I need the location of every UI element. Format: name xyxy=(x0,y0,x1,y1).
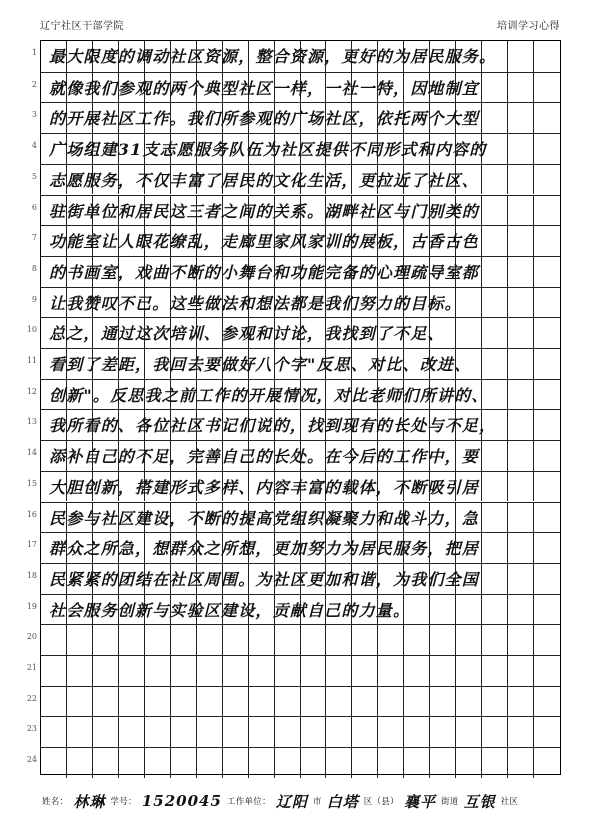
line-number: 18 xyxy=(26,570,37,580)
work-unit-label: 工作单位： xyxy=(226,797,271,807)
college-name: 辽宁社区干部学院 xyxy=(40,20,124,32)
essay-row xyxy=(26,594,560,625)
line-number: 7 xyxy=(31,233,37,243)
student-id-label: 学号： xyxy=(110,797,137,807)
handwritten-line: 就像我们参观的两个典型社区一样，一社一特，因地制宜 xyxy=(49,78,480,98)
student-id: 1520045 xyxy=(141,792,222,810)
line-number: 24 xyxy=(26,755,37,765)
line-number: 20 xyxy=(26,632,37,642)
essay-row xyxy=(31,256,560,287)
essay-row xyxy=(31,72,560,103)
handwritten-line: 的开展社区工作。我们所参观的广场社区，依托两个大型 xyxy=(49,109,480,129)
handwritten-line: 看到了差距，我回去要做好八个字"反思、对比、改进、 xyxy=(49,355,472,374)
handwritten-line: 民紧紧的团结在社区周围。为社区更加和谐，为我们全国 xyxy=(49,569,480,589)
line-number: 22 xyxy=(26,693,37,703)
essay-row xyxy=(31,133,560,164)
line-number: 15 xyxy=(26,478,37,488)
essay-row xyxy=(26,686,560,717)
handwritten-line xyxy=(49,722,555,744)
handwritten-line: 广场组建31支志愿服务队伍为社区提供不同形式和内容的 xyxy=(49,140,487,160)
handwritten-line: 驻街单位和居民这三者之间的关系。湖畔社区与门别类的 xyxy=(49,201,480,221)
essay-row xyxy=(26,624,560,655)
street-value: 襄平 xyxy=(403,792,436,811)
community-value: 互银 xyxy=(463,792,496,811)
line-number: 1 xyxy=(31,48,37,57)
essay-row xyxy=(26,563,560,594)
line-number: 2 xyxy=(31,79,37,89)
handwritten-line: 让我赞叹不已。这些做法和想法都是我们努力的目标。 xyxy=(49,293,462,313)
essay-row xyxy=(26,532,560,563)
street-suffix: 街道 xyxy=(440,797,459,807)
student-name: 林琳 xyxy=(73,792,106,811)
essay-row xyxy=(26,502,560,533)
document-title: 培训学习心得 xyxy=(497,20,560,32)
handwritten-line: 大胆创新，搭建形式多样、内容丰富的载体，不断吸引居 xyxy=(49,477,480,497)
line-number: 19 xyxy=(26,601,37,611)
line-number: 10 xyxy=(26,325,37,335)
writing-grid xyxy=(26,40,561,775)
signature-footer xyxy=(42,788,558,814)
handwritten-line: 总之，通过这次培训、参观和讨论，我找到了不足、 xyxy=(49,324,445,344)
handwritten-line: 的书画室，戏曲不断的小舞台和功能完备的心理疏导室都 xyxy=(49,262,480,282)
community-suffix: 社区 xyxy=(500,797,519,807)
handwritten-line: 志愿服务，不仅丰富了居民的文化生活，更拉近了社区、 xyxy=(49,170,480,190)
line-number: 11 xyxy=(26,356,37,365)
handwritten-line xyxy=(49,753,555,775)
line-number: 23 xyxy=(26,724,37,734)
page-header xyxy=(40,15,560,33)
handwritten-line: 最大限度的调动社区资源，整合资源，更好的为居民服务。 xyxy=(49,47,497,66)
essay-row xyxy=(26,409,560,440)
line-number: 8 xyxy=(31,263,37,273)
essay-row xyxy=(26,716,560,747)
handwritten-line: 添补自己的不足，完善自己的长处。在今后的工作中，要 xyxy=(49,447,480,467)
line-number: 14 xyxy=(26,448,37,458)
essay-row xyxy=(26,348,560,379)
line-number: 3 xyxy=(31,110,37,120)
line-number: 21 xyxy=(26,663,37,672)
line-number: 12 xyxy=(26,386,37,396)
line-number: 5 xyxy=(31,171,37,181)
line-number: 6 xyxy=(31,202,37,212)
line-number: 16 xyxy=(26,509,37,519)
line-number: 13 xyxy=(26,417,37,427)
handwritten-line: 我所看的、各位社区书记们说的，找到现有的长处与不足， xyxy=(49,416,497,436)
handwritten-line xyxy=(49,630,555,652)
handwritten-line: 社会服务创新与实验区建设，贡献自己的力量。 xyxy=(49,600,411,620)
essay-row xyxy=(31,41,560,72)
line-number: 4 xyxy=(31,141,37,151)
essay-row xyxy=(26,317,560,348)
city-value: 辽阳 xyxy=(275,792,308,811)
essay-row xyxy=(31,164,560,195)
essay-row xyxy=(31,102,560,133)
essay-row xyxy=(31,195,560,226)
essay-row xyxy=(26,440,560,471)
city-suffix: 市 xyxy=(312,797,322,807)
essay-row xyxy=(31,225,560,256)
name-label: 姓名： xyxy=(42,797,69,807)
handwritten-line xyxy=(49,661,555,683)
essay-row xyxy=(31,287,560,318)
handwritten-line xyxy=(49,692,555,714)
essay-row xyxy=(26,655,560,686)
handwritten-line: 民参与社区建设，不断的提高党组织凝聚力和战斗力，急 xyxy=(49,508,480,528)
handwritten-line: 创新"。反思我之前工作的开展情况，对比老师们所讲的、 xyxy=(49,385,489,405)
handwritten-line: 群众之所急，想群众之所想，更加努力为居民服务，把居 xyxy=(49,539,480,559)
district-value: 白塔 xyxy=(326,792,359,811)
line-number: 9 xyxy=(31,294,37,304)
essay-row xyxy=(26,379,560,410)
essay-row xyxy=(26,471,560,502)
essay-row xyxy=(26,747,560,778)
district-suffix: 区（县） xyxy=(363,797,399,807)
line-number: 17 xyxy=(26,540,37,550)
handwritten-line: 功能室让人眼花缭乱，走廊里家风家训的展板，古香古色 xyxy=(49,232,480,252)
